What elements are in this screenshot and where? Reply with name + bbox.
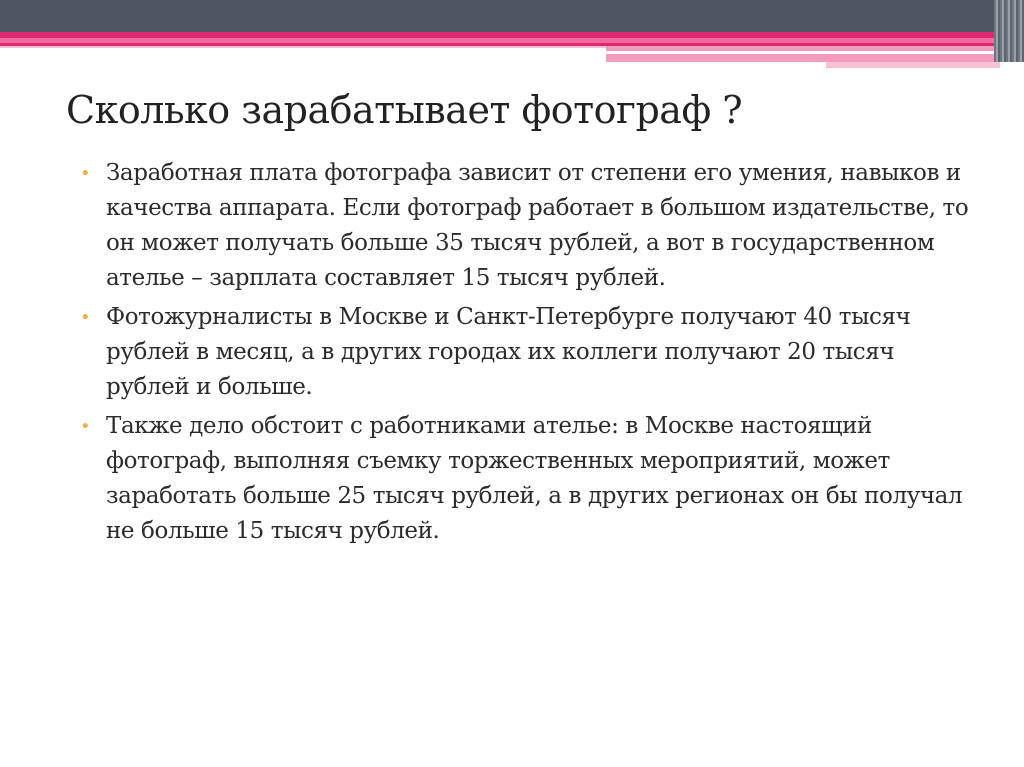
header-pink-highlight (0, 38, 1000, 43)
bullet-text: Фотожурналисты в Москве и Санкт-Петербурге получают 40 тысяч рублей в месяц, а в других городах их коллеги получают 20 тысяч рублей и больше. (106, 304, 911, 400)
header-pink-accent-divider (606, 51, 1000, 54)
bullet-dot-icon: • (80, 163, 91, 184)
header-pink-underline (0, 46, 606, 48)
header-pink-accent-bar (606, 46, 1000, 62)
bullet-item (76, 409, 976, 549)
bullet-item (76, 156, 976, 296)
bullet-dot-icon: • (80, 307, 91, 328)
bullet-list (76, 156, 976, 553)
header-stripes (994, 0, 1024, 62)
header-dark-bar (0, 0, 1024, 32)
bullet-text: Также дело обстоит с работниками ателье: в Москве настоящий фотограф, выполняя съемку торжественных мероприятий, может заработать больше 25 тысяч рублей, а в других регионах он бы получал не больше 15 тысяч рублей. (106, 413, 963, 544)
slide-title: Сколько зарабатывает фотограф ? (66, 88, 743, 132)
bullet-dot-icon: • (80, 416, 91, 437)
bullet-item (76, 300, 976, 405)
header-pink-accent-tail (826, 62, 1000, 68)
bullet-text: Заработная плата фотографа зависит от степени его умения, навыков и качества аппарата. Если фотограф работает в большом издательстве, то он может получать больше 35 тысяч рублей, а вот в государственном ателье – зарплата составляет 15 тысяч рублей. (106, 160, 969, 291)
